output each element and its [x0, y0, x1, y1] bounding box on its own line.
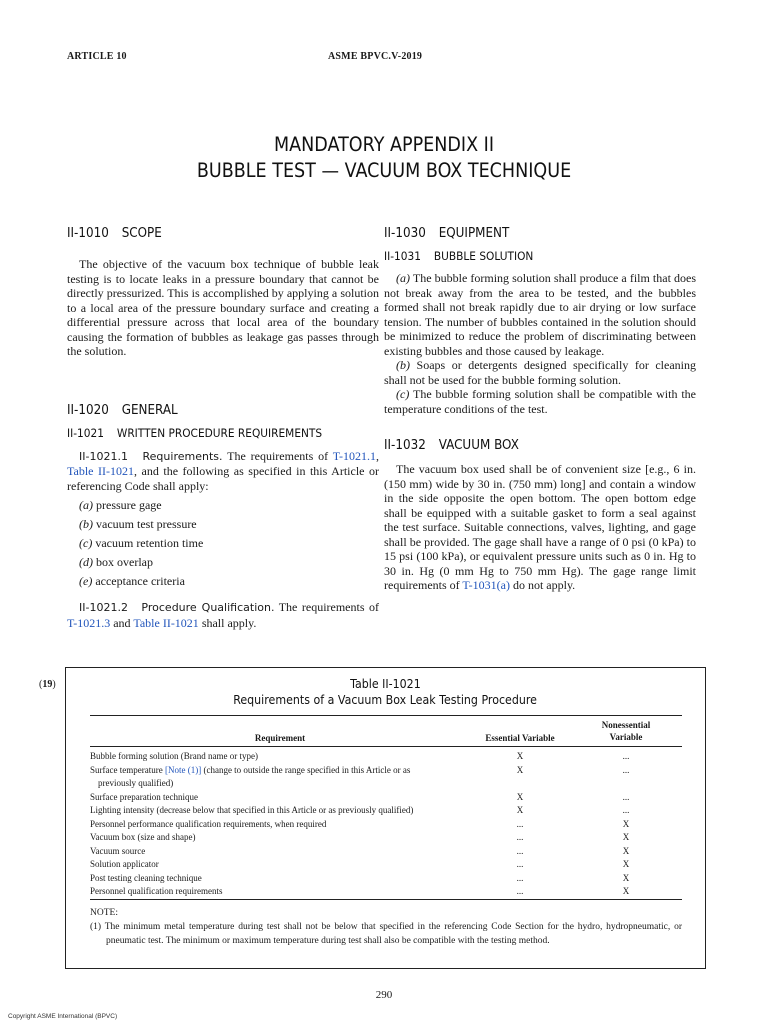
- list-item-text: acceptance criteria: [92, 574, 185, 588]
- cell-requirement: [90, 764, 470, 791]
- copyright-notice: Copyright ASME International (BPVC): [8, 1013, 118, 1020]
- title-line-2: BUBBLE TEST — VACUUM BOX TECHNIQUE: [196, 159, 572, 182]
- cell-requirement: Lighting intensity (decrease below that specified in this Article or as previously qualified): [90, 805, 414, 815]
- scope-heading: [67, 226, 354, 241]
- cell-essential: X: [516, 764, 524, 775]
- written-procedure-number: II-1021: [67, 425, 104, 440]
- cell-nonessential: X: [622, 818, 630, 829]
- table-row: [90, 818, 682, 832]
- scope-label: SCOPE: [121, 226, 162, 241]
- list-item: [79, 515, 379, 534]
- written-procedure-label: WRITTEN PROCEDURE REQUIREMENTS: [116, 425, 323, 440]
- cell-requirement: Vacuum box (size and shape): [90, 832, 196, 842]
- requirements-text-1: The requirements of: [222, 448, 333, 463]
- link-t-1021-1[interactable]: T-1021.1: [332, 448, 376, 463]
- requirements-table: [90, 715, 682, 900]
- cell-requirement: Personnel performance qualification requirements, when required: [90, 818, 327, 829]
- table-row: [90, 804, 682, 818]
- list-item-text: vacuum test pressure: [93, 517, 197, 531]
- link-table-ii-1021[interactable]: Table II-1021: [67, 464, 134, 478]
- cell-requirement: Personnel qualification requirements: [90, 886, 223, 896]
- cell-essential: X: [516, 791, 524, 802]
- requirements-text-2: , and the following as specified in this Article or referencing Code shall apply:: [67, 464, 380, 493]
- general-number: II-1020: [67, 402, 109, 418]
- list-item: [79, 534, 379, 553]
- solution-paragraph-b: [384, 358, 696, 387]
- link-t-1031-a[interactable]: T-1031(a): [462, 578, 510, 592]
- title-line-1: MANDATORY APPENDIX II: [273, 133, 495, 156]
- table-row: [90, 858, 682, 872]
- cell-essential: ...: [516, 872, 524, 883]
- revision-number: 19: [42, 679, 53, 690]
- header-nonessential: [570, 719, 682, 743]
- link-note-1[interactable]: [Note (1)]: [164, 764, 202, 775]
- list-marker: (d): [79, 555, 93, 569]
- qualification-number: II-1021.2: [79, 601, 128, 614]
- page-number: 290: [375, 989, 393, 1001]
- table-row: [90, 750, 682, 764]
- table-box: [65, 667, 706, 969]
- table-header: [90, 716, 682, 746]
- table-title: Table II-1021: [350, 677, 421, 691]
- solution-paragraph-a: [384, 271, 696, 358]
- cell-essential: ...: [516, 845, 524, 856]
- list-item: [79, 553, 379, 572]
- note-1: (1) The minimum metal temperature during test shall not be below that specified in the referencing Code Section for the hydro, hydropneumatic, or pneumatic test. The minimum or maximum temperature during test shall also be compatible with the testing method.: [90, 922, 682, 946]
- written-procedure-heading: [67, 426, 354, 440]
- cell-nonessential: ...: [622, 751, 630, 761]
- list-item: [79, 496, 379, 515]
- tag-close: ): [52, 679, 56, 690]
- qualification-text-1: The requirements of: [274, 600, 379, 614]
- requirements-label: Requirements.: [142, 449, 223, 463]
- link-table-ii-1021-2[interactable]: Table II-1021: [133, 615, 199, 630]
- paragraph-text: Soaps or detergents designed specifically for cleaning shall not be used for the bubble forming solution.: [384, 358, 696, 387]
- vacuum-box-text-1: The vacuum box used shall be of convenient size [e.g., 6 in. (150 mm) wide by 30 in. (750 mm) long] and contain a window in the side opposite the open bottom. The open bottom edge shall be equipped with a suitable gasket to form a seal against the test surface. Suitable connections, valves, lighting, and gage shall be provided. The gage shall have a range of 0 psi (0 kPa) to 15 psi (100 kPa), or equivalent pressure units such as 0 in. Hg to 30 in. Hg (0 mm Hg to 750 mm Hg). The gage range limit requirements of: [384, 462, 696, 592]
- table-note: [90, 906, 682, 948]
- bubble-solution-heading: [384, 249, 671, 263]
- header-requirement: Requirement: [254, 733, 306, 743]
- list-item-text: vacuum retention time: [92, 536, 204, 550]
- header-essential: Essential Variable: [485, 733, 555, 743]
- paragraph-marker: (b): [396, 358, 410, 372]
- vacuum-box-label: VACUUM BOX: [438, 438, 519, 453]
- cell-requirement: Surface preparation technique: [90, 791, 198, 802]
- equipment-number: II-1030: [384, 226, 426, 241]
- cell-nonessential: X: [622, 859, 630, 869]
- list-item-text: pressure gage: [93, 498, 162, 512]
- list-marker: (b): [79, 517, 93, 531]
- qualification-text-3: shall apply.: [198, 615, 257, 630]
- list-item-text: box overlap: [93, 555, 153, 569]
- table-row: [90, 831, 682, 845]
- running-header-article: ARTICLE 10: [67, 51, 127, 62]
- qualification-label: Procedure Qualification.: [141, 601, 275, 614]
- general-heading: [67, 403, 354, 418]
- table-row: [90, 845, 682, 859]
- equipment-label: EQUIPMENT: [438, 226, 510, 241]
- paragraph-marker: (a): [396, 271, 410, 285]
- cell-requirement: Vacuum source: [90, 845, 146, 856]
- list-marker: (a): [79, 498, 93, 512]
- requirements-number: II-1021.1: [79, 449, 128, 463]
- cell-text-3: previously qualified): [98, 778, 174, 788]
- list-marker: (e): [79, 574, 93, 588]
- vacuum-box-number: II-1032: [384, 438, 426, 453]
- cell-essential: X: [516, 805, 524, 815]
- cell-nonessential: X: [622, 832, 630, 842]
- table-row: [90, 791, 682, 805]
- table-row: [90, 872, 682, 886]
- cell-essential: ...: [516, 886, 524, 896]
- requirements-list: [67, 496, 379, 591]
- vacuum-box-text-2: do not apply.: [509, 578, 576, 592]
- cell-text-1: Surface temperature: [90, 764, 165, 775]
- general-label: GENERAL: [121, 402, 178, 418]
- cell-nonessential: X: [622, 872, 630, 883]
- page-title: [38, 132, 729, 184]
- cell-nonessential: X: [622, 845, 630, 856]
- solution-paragraph-c: [384, 387, 696, 416]
- running-header-code: ASME BPVC.V-2019: [328, 51, 423, 62]
- cell-nonessential: X: [622, 886, 630, 896]
- cell-essential: ...: [516, 832, 524, 842]
- vacuum-box-paragraph: [384, 462, 696, 593]
- cell-essential: X: [516, 751, 524, 761]
- table-row: [90, 885, 682, 899]
- table-bottom-rule: [90, 899, 682, 900]
- cell-essential: ...: [516, 859, 524, 869]
- paragraph-marker: (c): [396, 387, 410, 401]
- qualification-text-2: and: [110, 615, 134, 630]
- list-item: [79, 572, 379, 591]
- bubble-solution-number: II-1031: [384, 249, 421, 263]
- cell-essential: ...: [516, 818, 524, 829]
- procedure-qualification-paragraph: [67, 600, 379, 630]
- vacuum-box-heading: [384, 438, 671, 453]
- link-t-1021-3[interactable]: T-1021.3: [67, 615, 111, 630]
- cell-requirement: Post testing cleaning technique: [90, 872, 202, 883]
- paragraph-text: The bubble forming solution shall produce a film that does not break away from the area to be tested, and the bubbles formed shall not break rapidly due to air drying or low surface tension. The number of bubbles contained in the solution should be minimized to reduce the problem of discriminating between existing bubbles and those caused by leakage.: [384, 271, 696, 358]
- table-row: [90, 764, 682, 791]
- left-column: [67, 226, 379, 630]
- cell-nonessential: ...: [622, 764, 630, 775]
- scope-paragraph: The objective of the vacuum box technique of bubble leak testing is to locate leaks in a pressure boundary that cannot be directly pressurized. This is accomplished by applying a solution to a local area of the pressure boundary surface and creating a differential pressure across that local area of the boundary causing the formation of bubbles as leakage gas passes through the solution.: [67, 257, 379, 358]
- table-caption: [66, 676, 705, 708]
- bubble-solution-label: BUBBLE SOLUTION: [433, 249, 534, 263]
- requirements-paragraph: [67, 449, 379, 494]
- table-subtitle: Requirements of a Vacuum Box Leak Testing Procedure: [233, 693, 538, 707]
- list-marker: (c): [79, 536, 93, 550]
- equipment-heading: [384, 226, 671, 241]
- cell-nonessential: ...: [622, 791, 630, 802]
- revision-tag: [39, 679, 56, 690]
- cell-requirement: Bubble forming solution (Brand name or type): [90, 751, 258, 761]
- note-label: NOTE:: [90, 908, 118, 918]
- paragraph-text: The bubble forming solution shall be compatible with the temperature conditions of the test.: [384, 387, 696, 416]
- cell-nonessential: ...: [622, 805, 630, 815]
- cell-requirement: Solution applicator: [90, 859, 159, 869]
- header-nonessential-line-1: Nonessential: [601, 720, 651, 730]
- right-column: [384, 226, 696, 593]
- requirements-sep: ,: [376, 448, 379, 463]
- scope-number: II-1010: [67, 226, 109, 241]
- tag-open: (: [39, 679, 43, 690]
- header-nonessential-line-2: Variable: [609, 732, 643, 742]
- cell-text-2: (change to outside the range specified in this Article or as: [201, 764, 411, 775]
